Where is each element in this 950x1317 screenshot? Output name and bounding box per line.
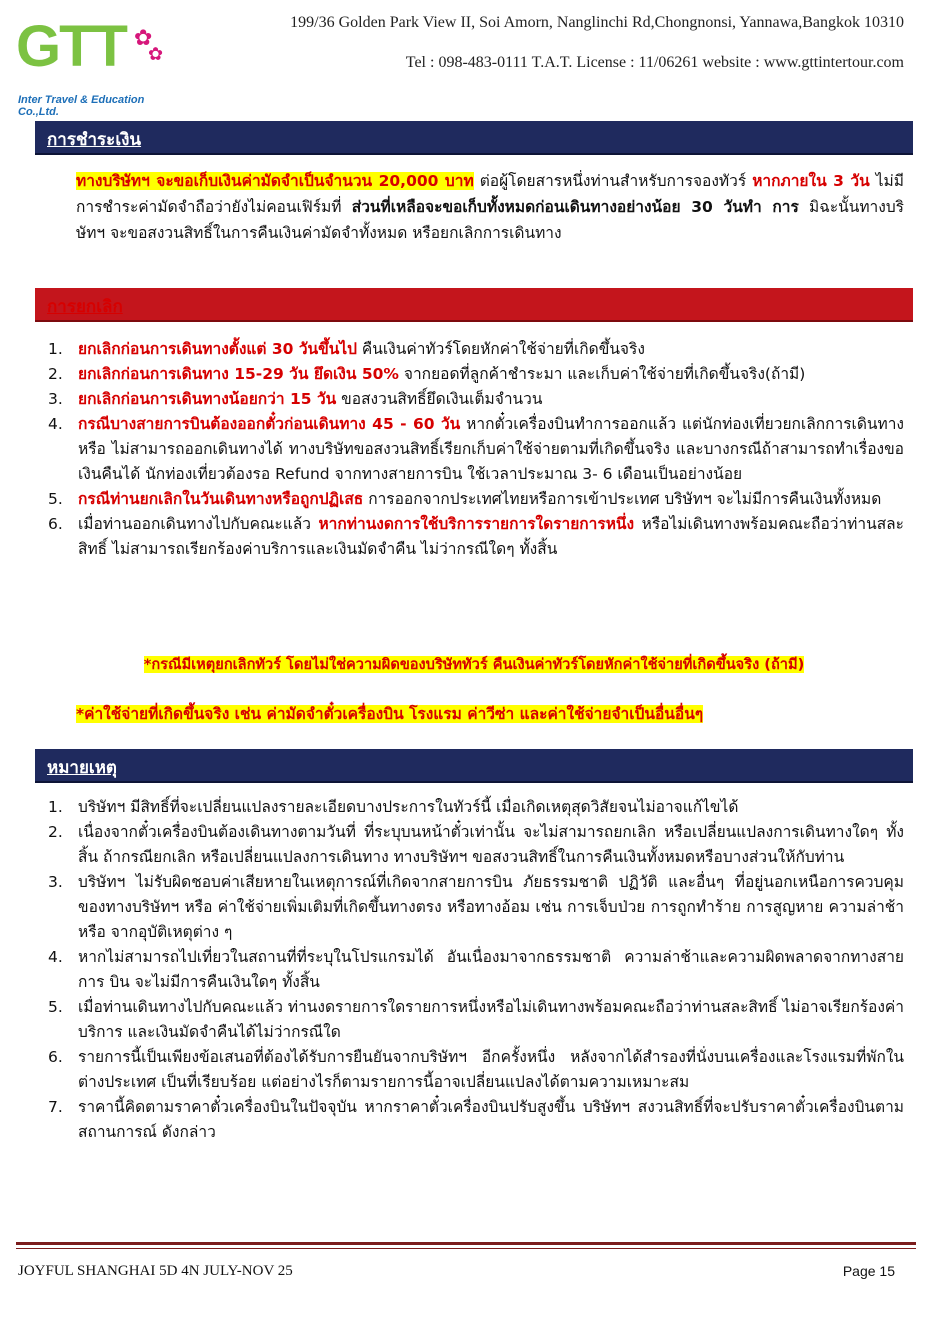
section-title: การชำระเงิน <box>47 130 142 150</box>
logo-text: GTT <box>16 14 126 79</box>
item-red-text: กรณีบางสายการบินต้องออกตั๋วก่อนเดินทาง 45 - 60 วัน <box>78 415 461 433</box>
item-text: รายการนี้เป็นเพียงข้อเสนอที่ต้องได้รับการยืนยันจากบริษัทฯ อีกครั้งหนึ่ง หลังจากได้สำรองที่นั่งบนเครื่องและโรงแรมที่พักในต่างประเทศ เป็นที่เรียบร้อย แต่อย่างไรก็ตามรายการนี้อาจเปลี่ยนแปลงได้ตามความเหมาะสม <box>78 1048 904 1091</box>
payment-paragraph <box>76 168 904 246</box>
note-text: *กรณีมีเหตุยกเลิกทัวร์ โดยไม่ใช่ความผิดของบริษัททัวร์ คืนเงินค่าทัวร์โดยหักค่าใช้จ่ายที่เกิดขึ้นจริง (ถ้ามี) <box>143 656 805 673</box>
list-item <box>48 512 904 562</box>
item-text: คืนเงินค่าทัวร์โดยหักค่าใช้จ่ายที่เกิดขึ้นจริง <box>356 340 645 358</box>
item-red-text: ยกเลิกก่อนการเดินทางน้อยกว่า 15 วัน <box>78 390 337 408</box>
flower-icon: ✿ <box>148 44 164 65</box>
footer-divider <box>16 1242 916 1245</box>
list-item <box>48 387 904 412</box>
logo-subtitle: Inter Travel & Education Co.,Ltd. <box>18 94 145 118</box>
footer-divider <box>16 1248 916 1249</box>
section-header-payment <box>35 121 913 155</box>
company-address: 199/36 Golden Park View II, Soi Amorn, Nanglinchi Rd,Chongnonsi, Yannawa,Bangkok 10310 <box>290 14 904 31</box>
item-number: 7. <box>48 1098 63 1116</box>
cancel-note-1 <box>34 652 914 678</box>
list-item <box>48 1095 904 1145</box>
item-text: เมื่อท่านเดินทางไปกับคณะแล้ว ท่านงดรายการใดรายการหนึ่งหรือไม่เดินทางพร้อมคณะถือว่าท่านสละสิทธิ์ ไม่อาจเรียกร้องค่าบริการ และเงินมัดจำคืนได้ไม่ว่ากรณีใด <box>78 998 904 1041</box>
company-logo <box>16 14 176 118</box>
item-number: 5. <box>48 998 63 1016</box>
list-item <box>48 820 904 870</box>
item-number: 4. <box>48 948 63 966</box>
list-item <box>48 795 904 820</box>
deposit-highlight: ทางบริษัทฯ จะขอเก็บเงินค่ามัดจำเป็นจำนวน 20,000 บาท <box>76 172 474 190</box>
item-text: เนื่องจากตั๋วเครื่องบินต้องเดินทางตามวันที่ ที่ระบุบนหน้าตั๋วเท่านั้น จะไม่สามารถยกเลิก หรือเปลี่ยนแปลงการเดินทางใดๆ ทั้งสิ้น ถ้ากรณียกเลิก หรือเปลี่ยนแปลงการเดินทาง ทางบริษัทฯ ขอสงวนสิทธิ์ในการคืนเงินทั้งหมดหรือบางส่วนให้กับท่าน <box>78 823 904 866</box>
list-item <box>48 412 904 487</box>
list-item <box>48 1045 904 1095</box>
footer-title: JOYFUL SHANGHAI 5D 4N JULY-NOV 25 <box>18 1263 293 1279</box>
cancel-list <box>48 337 904 562</box>
list-item <box>48 945 904 995</box>
item-number: 1. <box>48 340 63 358</box>
item-text: การออกจากประเทศไทยหรือการเข้าประเทศ บริษัทฯ จะไม่มีการคืนเงินทั้งหมด <box>363 490 882 508</box>
item-red-text: กรณีท่านยกเลิกในวันเดินทางหรือถูกปฏิเสธ <box>78 490 364 508</box>
item-text: หรือไม่เดินทางพร้อมคณะถือว่าท่านสละสิทธิ์ ไม่สามารถเรียกร้องค่าบริการและเงินมัดจำคืน ไม่ว่ากรณีใดๆ ทั้งสิ้น <box>78 515 904 558</box>
list-item <box>48 337 904 362</box>
item-text: ราคานี้คิดตามราคาตั๋วเครื่องบินในปัจจุบัน หากราคาตั๋วเครื่องบินปรับสูงขึ้น บริษัทฯ สงวนสิทธิ์ที่จะปรับราคาตั๋วเครื่องบินตาม สถานการณ์ ดังกล่าว <box>78 1098 904 1141</box>
item-red-text: ยกเลิกก่อนการเดินทาง 15-29 วัน ยึดเงิน 50% <box>78 365 399 383</box>
item-number: 2. <box>48 823 63 841</box>
list-item <box>48 362 904 387</box>
balance-text: ส่วนที่เหลือจะขอเก็บทั้งหมดก่อนเดินทางอย่างน้อย 30 วันทำ การ <box>351 198 799 216</box>
item-number: 6. <box>48 1048 63 1066</box>
item-text: เมื่อท่านออกเดินทางไปกับคณะแล้ว <box>78 515 319 533</box>
page-number: Page 15 <box>842 1263 895 1279</box>
company-contact: Tel : 098-483-0111 T.A.T. License : 11/06261 website : www.gttintertour.com <box>405 54 904 71</box>
item-number: 3. <box>48 390 63 408</box>
item-text: หากตั๋วเครื่องบินทำการออกแล้ว แต่นักท่องเที่ยวยกเลิกการเดินทาง หรือ ไม่สามารถออกเดินทางได้ ทางบริษัทขอสงวนสิทธิ์เรียกเก็บค่าใช้จ่ายตามที่เกิดขึ้นจริง และบางกรณีถ้าสามารถทำเรื่องขอเงินคืนได้ นักท่องเที่ยวต้องรอ Refund จากทางสายการบิน ใช้เวลาประมาณ 3- 6 เดือนเป็นอย่างน้อย <box>78 415 904 483</box>
list-item <box>48 870 904 945</box>
section-header-remarks <box>35 749 913 783</box>
item-red-text: ยกเลิกก่อนการเดินทางตั้งแต่ 30 วันขึ้นไป <box>78 340 357 358</box>
section-header-cancel <box>35 288 913 322</box>
text: มิฉะนั้นทางบริษัทฯ จะขอสงวนสิทธิ์ในการคืนเงินค่ามัดจำทั้งหมด หรือยกเลิกการเดินทาง <box>76 198 904 242</box>
section-title: การยกเลิก <box>47 297 123 317</box>
item-number: 2. <box>48 365 63 383</box>
item-text: ขอสงวนสิทธิ์ยึดเงินเต็มจำนวน <box>336 390 543 408</box>
text: ไม่มีการชำระค่ามัดจำถือว่ายังไม่คอนเฟิร์มที่ <box>76 172 904 216</box>
remarks-list <box>48 795 904 1145</box>
list-item <box>48 995 904 1045</box>
deadline-text: หากภายใน 3 วัน <box>752 172 870 190</box>
flower-icon: ✿ <box>134 26 153 51</box>
item-number: 5. <box>48 490 63 508</box>
item-number: 6. <box>48 515 63 533</box>
item-text: หากไม่สามารถไปเที่ยวในสถานที่ที่ระบุในโปรแกรมได้ อันเนื่องมาจากธรรมชาติ ความล่าช้าและความผิดพลาดจากทางสายการ บิน จะไม่มีการคืนเงินใดๆ ทั้งสิ้น <box>78 948 904 991</box>
cancel-note-2 <box>76 701 876 727</box>
list-item <box>48 487 904 512</box>
item-number: 3. <box>48 873 63 891</box>
item-text: จากยอดที่ลูกค้าชำระมา และเก็บค่าใช้จ่ายที่เกิดขึ้นจริง(ถ้ามี) <box>398 365 806 383</box>
item-red-text: หากท่านงดการใช้บริการรายการใดรายการหนึ่ง <box>318 515 635 533</box>
item-number: 4. <box>48 415 63 433</box>
note-text: *ค่าใช้จ่ายที่เกิดขึ้นจริง เช่น ค่ามัดจำตั๋วเครื่องบิน โรงแรม ค่าวีซ่า และค่าใช้จ่ายจำเป็นอื่นอื่นๆ <box>76 705 704 723</box>
item-number: 1. <box>48 798 63 816</box>
item-text: บริษัทฯ ไม่รับผิดชอบค่าเสียหายในเหตุการณ์ที่เกิดจากสายการบิน ภัยธรรมชาติ ปฏิวัติ และอื่นๆ ที่อยู่นอกเหนือการควบคุม ของทางบริษัทฯ หรือ ค่าใช้จ่ายเพิ่มเติมที่เกิดขึ้นทางตรง หรือทางอ้อม เช่น การเจ็บป่วย การถูกทำร้าย การสูญหาย ความล่าช้า หรือ จากอุบัติเหตุต่าง ๆ <box>78 873 904 941</box>
text: ต่อผู้โดยสารหนึ่งท่านสำหรับการจองทัวร์ <box>473 172 753 190</box>
item-text: บริษัทฯ มีสิทธิ์ที่จะเปลี่ยนแปลงรายละเอียดบางประการในทัวร์นี้ เมื่อเกิดเหตุสุดวิสัยจนไม่อาจแก้ไขได้ <box>78 798 739 816</box>
section-title: หมายเหตุ <box>47 758 117 778</box>
